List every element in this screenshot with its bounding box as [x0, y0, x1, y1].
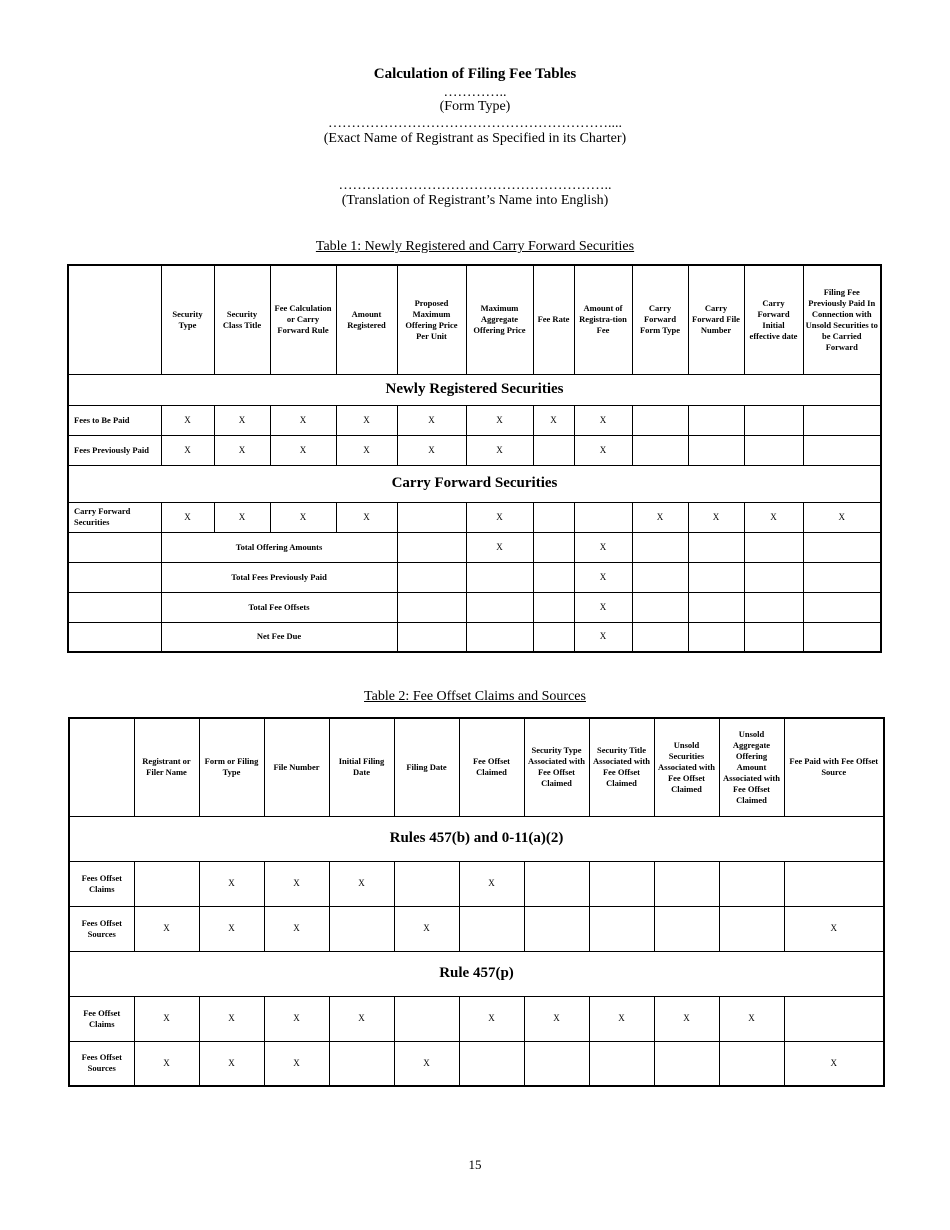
table2-header-cell: Unsold Aggregate Offering Amount Associated with Fee Offset Claimed — [719, 718, 784, 816]
table-cell: X — [264, 906, 329, 951]
table2-header-cell — [69, 718, 134, 816]
table-cell — [744, 532, 803, 562]
table-cell — [654, 1041, 719, 1086]
table-cell: X — [134, 906, 199, 951]
registrant-name-caption: (Exact Name of Registrant as Specified in its Charter) — [323, 131, 627, 146]
table2-header-cell: Initial Filing Date — [329, 718, 394, 816]
table-cell: X — [394, 906, 459, 951]
table1-header-cell: Carry Forward Initial effective date — [744, 265, 803, 374]
table-cell — [589, 861, 654, 906]
table1-header-cell: Amount Registered — [336, 265, 397, 374]
row-label-total-fee-offsets: Total Fee Offsets — [161, 592, 397, 622]
table-cell — [466, 622, 533, 652]
table-cell — [688, 405, 744, 435]
table-cell: X — [533, 405, 574, 435]
table-cell: X — [329, 996, 394, 1041]
row-label-fees-to-be-paid: Fees to Be Paid — [68, 405, 161, 435]
table1-header-cell: Carry Forward Form Type — [632, 265, 688, 374]
newly-registered-table — [67, 264, 882, 653]
table2-header-cell: Filing Date — [394, 718, 459, 816]
table-cell — [719, 906, 784, 951]
table-cell — [466, 592, 533, 622]
table-cell: X — [199, 861, 264, 906]
table-cell — [632, 562, 688, 592]
table-cell: X — [574, 435, 632, 465]
table-cell — [68, 592, 161, 622]
table-cell — [688, 592, 744, 622]
table1-header-cell: Proposed Maximum Offering Price Per Unit — [397, 265, 466, 374]
table-cell — [719, 861, 784, 906]
table-cell — [719, 1041, 784, 1086]
table-cell: X — [134, 1041, 199, 1086]
table-cell: X — [161, 405, 214, 435]
table-cell: X — [329, 861, 394, 906]
table1-header-cell: Security Class Title — [214, 265, 270, 374]
table-cell: X — [336, 502, 397, 532]
table-cell — [397, 592, 466, 622]
table-cell — [744, 562, 803, 592]
page-title: Calculation of Filing Fee Tables — [373, 66, 577, 82]
section-rule-457p: Rule 457(p) — [69, 951, 884, 996]
table-cell: X — [466, 435, 533, 465]
table-cell: X — [161, 502, 214, 532]
table-cell — [397, 532, 466, 562]
table-cell: X — [270, 502, 336, 532]
table-cell: X — [632, 502, 688, 532]
table-cell: X — [199, 1041, 264, 1086]
table-cell: X — [574, 405, 632, 435]
table-cell: X — [466, 502, 533, 532]
table-cell — [632, 405, 688, 435]
table-cell — [533, 562, 574, 592]
table2-header-cell: Form or Filing Type — [199, 718, 264, 816]
table-cell: X — [264, 861, 329, 906]
translation-caption: (Translation of Registrant’s Name into English) — [341, 193, 609, 208]
table-cell — [744, 435, 803, 465]
table-cell — [533, 622, 574, 652]
table1-header-cell: Security Type — [161, 265, 214, 374]
table-cell — [688, 622, 744, 652]
table-cell — [524, 1041, 589, 1086]
registrant-name-blank: …………………………………………………….... — [328, 116, 622, 131]
table2-header-cell: Fee Paid with Fee Offset Source — [784, 718, 884, 816]
table-cell — [397, 502, 466, 532]
table-cell — [632, 532, 688, 562]
table-cell: X — [397, 405, 466, 435]
table-cell — [329, 906, 394, 951]
table-cell — [524, 861, 589, 906]
table-cell: X — [270, 405, 336, 435]
table-cell: X — [589, 996, 654, 1041]
table-cell: X — [574, 622, 632, 652]
table1-header-cell: Fee Rate — [533, 265, 574, 374]
table-cell — [654, 906, 719, 951]
section-newly-registered: Newly Registered Securities — [68, 374, 881, 405]
table-cell — [688, 562, 744, 592]
table-cell: X — [459, 861, 524, 906]
table-cell: X — [214, 502, 270, 532]
table-cell — [68, 622, 161, 652]
table-cell — [466, 562, 533, 592]
table-cell — [68, 562, 161, 592]
table-cell: X — [397, 435, 466, 465]
table-cell: X — [466, 532, 533, 562]
table-cell: X — [524, 996, 589, 1041]
table-cell: X — [466, 405, 533, 435]
table-cell: X — [688, 502, 744, 532]
table-cell — [394, 996, 459, 1041]
row-label-total-offering-amounts: Total Offering Amounts — [161, 532, 397, 562]
table-cell — [632, 622, 688, 652]
table2-header-cell: Security Title Associated with Fee Offset Claimed — [589, 718, 654, 816]
translation-blank: ………………………………………………….. — [338, 178, 612, 193]
table2-header-cell: Fee Offset Claimed — [459, 718, 524, 816]
table1-header-cell — [68, 265, 161, 374]
table-cell — [803, 622, 881, 652]
table-cell: X — [459, 996, 524, 1041]
table-cell: X — [784, 1041, 884, 1086]
table-cell — [688, 532, 744, 562]
table-cell — [533, 435, 574, 465]
table-cell — [654, 861, 719, 906]
page-number: 15 — [468, 1157, 482, 1172]
table-cell — [632, 435, 688, 465]
table-cell — [784, 861, 884, 906]
table-cell: X — [574, 562, 632, 592]
table-cell — [574, 502, 632, 532]
table-cell: X — [199, 996, 264, 1041]
form-type-blank: ………….. — [443, 85, 507, 100]
table-cell: X — [270, 435, 336, 465]
table2-title: Table 2: Fee Offset Claims and Sources — [364, 689, 586, 704]
row-label-carry-forward-securities: Carry Forward Securities — [68, 502, 161, 532]
table-cell: X — [803, 502, 881, 532]
table-cell — [524, 906, 589, 951]
table-cell: X — [719, 996, 784, 1041]
table1-header-cell: Fee Calculation or Carry Forward Rule — [270, 265, 336, 374]
table-cell — [459, 906, 524, 951]
section-rules-457b: Rules 457(b) and 0-11(a)(2) — [69, 816, 884, 861]
table-cell — [589, 1041, 654, 1086]
table-cell: X — [394, 1041, 459, 1086]
table-cell — [329, 1041, 394, 1086]
table-cell: X — [574, 532, 632, 562]
row-label-fee-offset-claims: Fee Offset Claims — [69, 996, 134, 1041]
table-cell: X — [161, 435, 214, 465]
table-cell — [803, 405, 881, 435]
table-cell — [394, 861, 459, 906]
table-cell — [459, 1041, 524, 1086]
table-cell — [744, 405, 803, 435]
table-cell: X — [264, 1041, 329, 1086]
table-cell — [397, 622, 466, 652]
table2-header-cell: Security Type Associated with Fee Offset Claimed — [524, 718, 589, 816]
table-cell: X — [134, 996, 199, 1041]
table-cell: X — [654, 996, 719, 1041]
fee-offset-table — [68, 717, 885, 1087]
table-cell — [589, 906, 654, 951]
table-cell — [803, 562, 881, 592]
table-cell — [744, 592, 803, 622]
table2-header-cell: Unsold Securities Associated with Fee Offset Claimed — [654, 718, 719, 816]
row-label-fees-previously-paid: Fees Previously Paid — [68, 435, 161, 465]
row-label-fees-offset-claims: Fees Offset Claims — [69, 861, 134, 906]
table-cell — [397, 562, 466, 592]
table-cell — [803, 592, 881, 622]
section-carry-forward: Carry Forward Securities — [68, 465, 881, 502]
table-cell — [803, 532, 881, 562]
table-cell — [688, 435, 744, 465]
table-cell: X — [574, 592, 632, 622]
table1-header-cell: Carry Forward File Number — [688, 265, 744, 374]
table-cell — [744, 622, 803, 652]
table2-header-cell: File Number — [264, 718, 329, 816]
table-cell — [784, 996, 884, 1041]
row-label-fees-offset-sources: Fees Offset Sources — [69, 906, 134, 951]
table-cell — [533, 502, 574, 532]
table-cell: X — [214, 435, 270, 465]
row-label-net-fee-due: Net Fee Due — [161, 622, 397, 652]
table-cell — [803, 435, 881, 465]
table1-header-cell: Amount of Registra-tion Fee — [574, 265, 632, 374]
table1-title: Table 1: Newly Registered and Carry Forward Securities — [315, 239, 635, 254]
table1-header-cell: Maximum Aggregate Offering Price — [466, 265, 533, 374]
table-cell — [632, 592, 688, 622]
table-cell: X — [214, 405, 270, 435]
table-cell — [533, 592, 574, 622]
table1-header-cell: Filing Fee Previously Paid In Connection with Unsold Securities to be Carried Forward — [803, 265, 881, 374]
table-cell: X — [199, 906, 264, 951]
table-cell: X — [264, 996, 329, 1041]
form-type-caption: (Form Type) — [439, 99, 511, 114]
table-cell — [533, 532, 574, 562]
table-cell: X — [784, 906, 884, 951]
table-cell: X — [336, 435, 397, 465]
row-label-fees-offset-sources-457p: Fees Offset Sources — [69, 1041, 134, 1086]
table-cell: X — [744, 502, 803, 532]
table-cell — [134, 861, 199, 906]
table2-header-cell: Registrant or Filer Name — [134, 718, 199, 816]
table-cell — [68, 532, 161, 562]
table-cell: X — [336, 405, 397, 435]
row-label-total-fees-previously-paid: Total Fees Previously Paid — [161, 562, 397, 592]
